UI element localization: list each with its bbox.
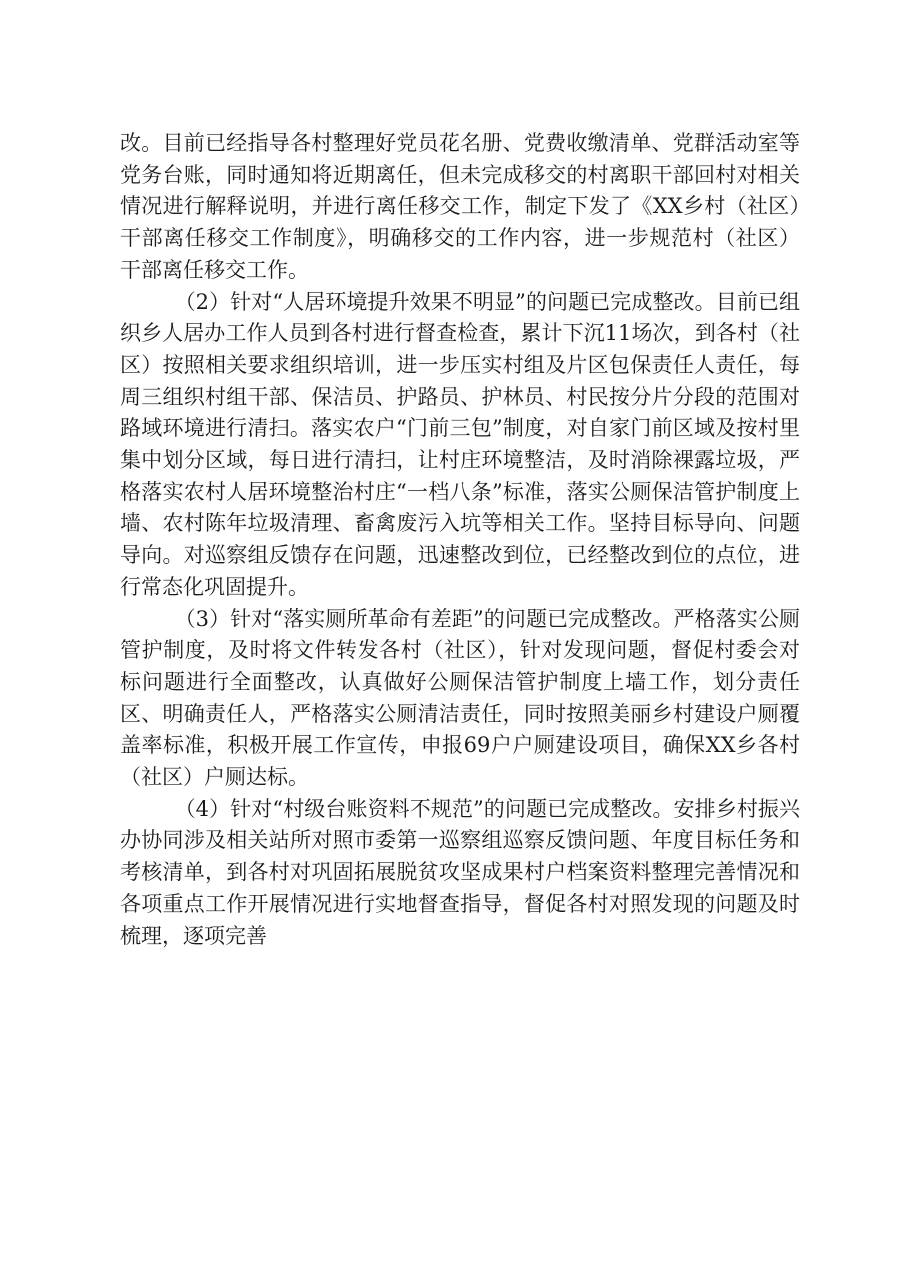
- paragraph-item-4: （4）针对“村级台账资料不规范”的问题已完成整改。安排乡村振兴办协同涉及相关站所对照市委第一巡察组巡察反馈问题、年度目标任务和考核清单，到各村对巩固拓展脱贫攻坚成果村户档案资料整理完善情况和各项重点工作开展情况进行实地督查指导，督促各村对照发现的问题及时梳理，逐项完善: [120, 796, 800, 948]
- document-body: [120, 128, 800, 952]
- paragraph-item-2: （2）针对“人居环境提升效果不明显”的问题已完成整改。目前已组织乡人居办工作人员到各村进行督查检查，累计下沉11场次，到各村（社区）按照相关要求组织培训，进一步压实村组及片区包保责任人责任，每周三组织村组干部、保洁员、护路员、护林员、村民按分片分段的范围对路域环境进行清扫。落实农户“门前三包”制度，对自家门前区域及按村里集中划分区域，每日进行清扫，让村庄环境整洁，及时消除裸露垃圾，严格落实农村人居环境整治村庄“一档八条”标准，落实公厕保洁管护制度上墙、农村陈年垃圾清理、畜禽废污入坑等相关工作。坚持目标导向、问题导向。对巡察组反馈存在问题，迅速整改到位，已经整改到位的点位，进行常态化巩固提升。: [120, 289, 800, 599]
- paragraph-item-3: （3）针对“落实厕所革命有差距”的问题已完成整改。严格落实公厕管护制度，及时将文件转发各村（社区），针对发现问题，督促村委会对标问题进行全面整改，认真做好公厕保洁管护制度上墙工作，划分责任区、明确责任人，严格落实公厕清洁责任，同时按照美丽乡村建设户厕覆盖率标准，积极开展工作宣传，申报69户户厕建设项目，确保XX乡各村（社区）户厕达标。: [120, 606, 800, 790]
- paragraph-continuation: 改。目前已经指导各村整理好党员花名册、党费收缴清单、党群活动室等党务台账，同时通知将近期离任，但未完成移交的村离职干部回村对相关情况进行解释说明，并进行离任移交工作，制定下发了《XX乡村（社区）干部离任移交工作制度》，明确移交的工作内容，进一步规范村（社区）干部离任移交工作。: [120, 131, 800, 282]
